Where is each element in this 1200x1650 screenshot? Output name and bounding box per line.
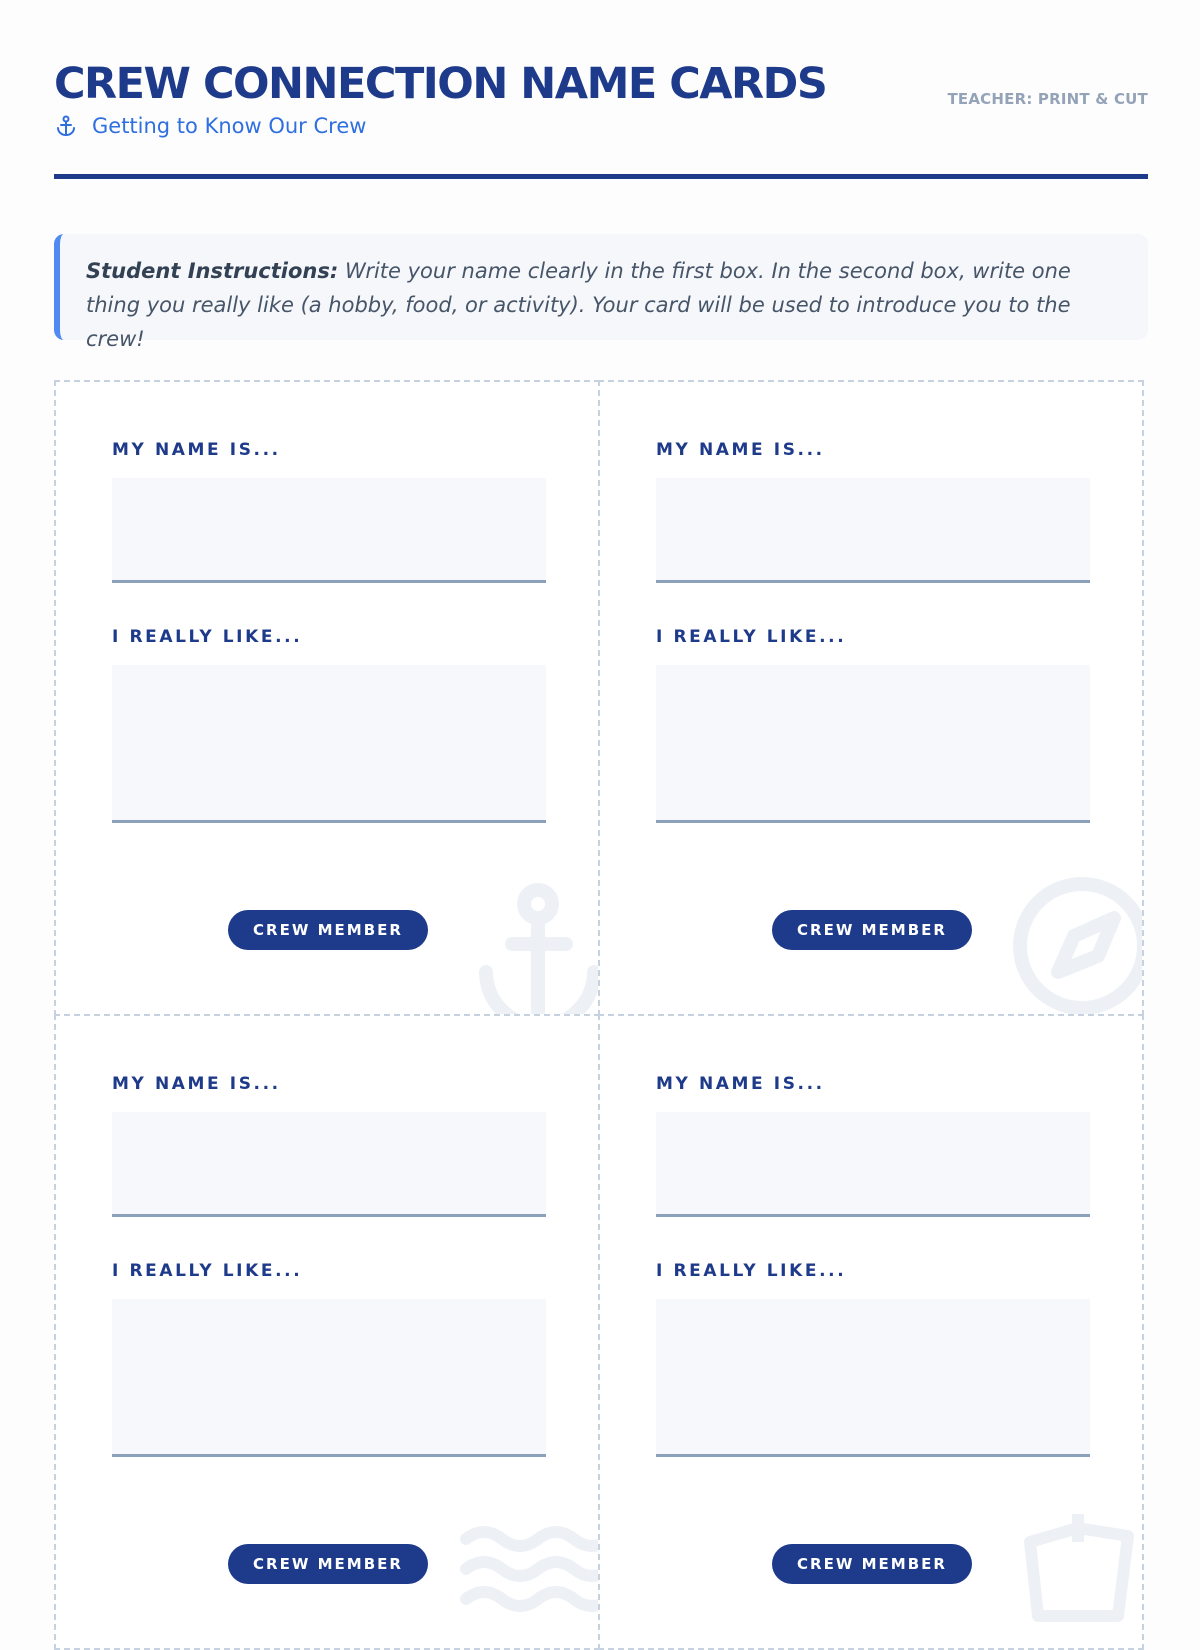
crew-member-badge: CREW MEMBER	[772, 1544, 972, 1584]
page-subtitle: Getting to Know Our Crew	[92, 114, 367, 138]
instructions-label: Student Instructions:	[86, 259, 339, 283]
name-input-box[interactable]	[112, 478, 546, 583]
page-title: CREW CONNECTION NAME CARDS	[54, 59, 827, 109]
name-input-box[interactable]	[112, 1112, 546, 1217]
name-label: MY NAME IS...	[112, 440, 281, 460]
anchor-icon	[476, 882, 600, 1016]
name-label: MY NAME IS...	[656, 440, 825, 460]
crew-member-badge: CREW MEMBER	[228, 910, 428, 950]
like-input-box[interactable]	[656, 1299, 1090, 1457]
teacher-note: TEACHER: PRINT & CUT	[947, 90, 1148, 108]
name-card	[54, 380, 600, 1016]
like-label: I REALLY LIKE...	[112, 627, 303, 647]
crew-member-badge: CREW MEMBER	[228, 1544, 428, 1584]
like-input-box[interactable]	[112, 1299, 546, 1457]
compass-icon	[1010, 874, 1144, 1016]
name-label: MY NAME IS...	[112, 1074, 281, 1094]
anchor-icon	[54, 114, 78, 138]
like-input-box[interactable]	[112, 665, 546, 823]
like-label: I REALLY LIKE...	[656, 627, 847, 647]
crew-member-badge: CREW MEMBER	[772, 910, 972, 950]
subtitle-row	[54, 114, 1148, 138]
ship-wheel-icon	[1018, 1506, 1144, 1650]
name-label: MY NAME IS...	[656, 1074, 825, 1094]
card-grid	[54, 380, 1148, 1620]
instructions-box	[54, 234, 1148, 351]
name-card	[598, 1014, 1144, 1650]
name-input-box[interactable]	[656, 1112, 1090, 1217]
like-label: I REALLY LIKE...	[656, 1261, 847, 1281]
instructions-text: Write your name clearly in the first box. In the second box, write one thing you really like (a hobby, food, or activity). Your card will be used to introduce you to the crew!	[86, 259, 1071, 351]
waves-icon	[456, 1521, 600, 1650]
like-input-box[interactable]	[656, 665, 1090, 823]
name-card	[598, 380, 1144, 1016]
like-label: I REALLY LIKE...	[112, 1261, 303, 1281]
name-card	[54, 1014, 600, 1650]
header-divider	[54, 174, 1148, 179]
page-header	[54, 56, 1148, 138]
name-input-box[interactable]	[656, 478, 1090, 583]
